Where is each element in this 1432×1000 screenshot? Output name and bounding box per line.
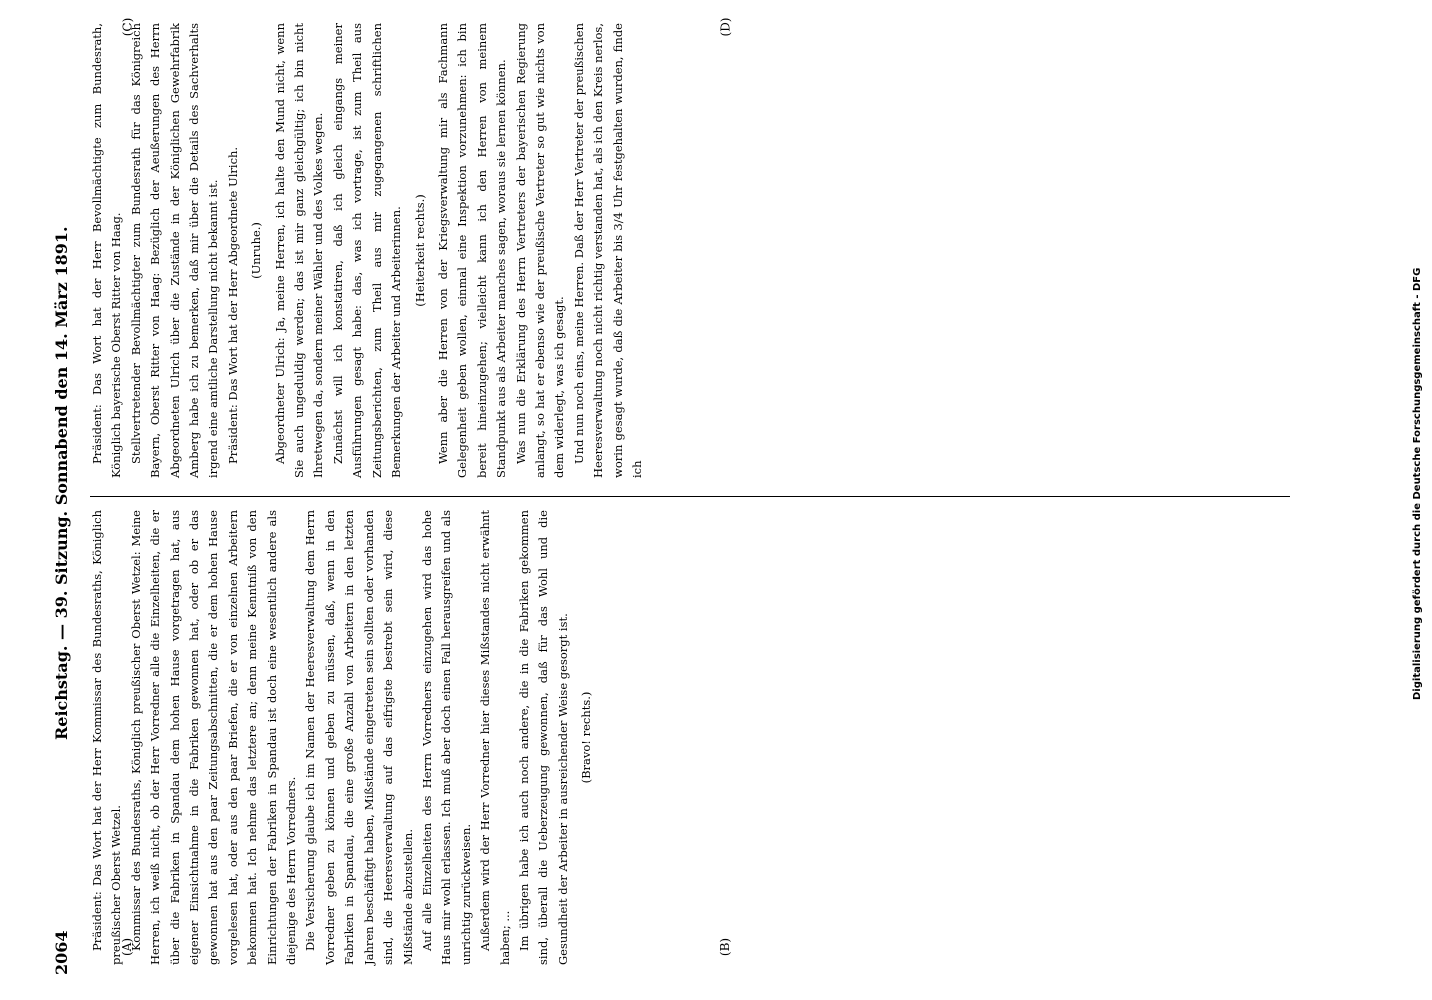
margin-letter-d: (D) — [718, 17, 733, 37]
left-paragraph: Auf alle Einzelheiten des Herrn Vorredners einzugehen wird das hohe Haus mir wohl erlassen. Ich muß aber doch einen Fall herausgreifen und als unrichtig zurückweisen. — [419, 510, 473, 965]
margin-letter-b: (B) — [718, 937, 733, 957]
right-unruhe: (Unruhe.) — [249, 222, 264, 279]
dfg-sidebar-note: Digitalisierung gefördert durch die Deutsche Forschungsgemeinschaft - DFG — [1412, 267, 1423, 700]
right-paragraph: Stellvertretender Bevollmächtigter zum Bundesrath für das Königreich Bayern, Oberst Ritter von Haag: Bezüglich der Aeußerungen des Herrn Abgeordneten Ulrich über die Zustände in der Königlichen Gewehrfabrik Amberg habe ich zu bemerken, daß mir über die Details des Sachverhalts irgend eine amtliche Darstellung nicht bekannt ist. — [128, 23, 221, 478]
right-paragraph: Wenn aber die Herren von der Kriegsverwaltung mir als Fachmann Gelegenheit geben wollen, einmal eine Inspektion vorzunehmen: ich bin bereit hineinzugehen; vielleicht kann ich den Herren von meinem Standpunkt aus als Arbeiter manches sagen, woraus sie lernen können. — [435, 23, 509, 478]
margin-letter-c: (C) — [120, 17, 135, 37]
left-paragraph: Kommissar des Bundesraths, Königlich preußischer Oberst Wetzel: Meine Herren, ich weiß nicht, ob der Herr Vorredner alle die Einzelheiten, die er über die Fabriken in Spandau dem hohen Hause vorgetragen hat, aus eigener Einsichtnahme in die Fabriken gewonnen hat, oder ob er das gewonnen hat aus den paar Zeitungsabschnitten, die er dem hohen Hause vorgelesen hat, oder aus den paar Briefen, die er von einzelnen Arbeitern bekommen hat. Ich nehme das letztere an; denn meine Kenntniß von den Einrichtungen der Fabriken in Spandau ist doch eine wesentlich andere als diejenige des Herrn Vorredners. — [128, 510, 299, 965]
column-divider — [90, 496, 1290, 497]
right-paragraph: Präsident: Das Wort hat der Herr Bevollmächtigte zum Bundesrath, Königlich bayerische Oberst Ritter von Haag. — [90, 23, 124, 478]
left-closing: (Bravo! rechts.) — [579, 691, 594, 784]
left-paragraph: Im übrigen habe ich auch noch andere, die in die Fabriken gekommen sind, überall die Ueberzeugung gewonnen, daß für das Wohl und die Gesundheit der Arbeiter in ausreichender Weise gesorgt ist. — [516, 510, 570, 965]
left-paragraph: Präsident: Das Wort hat der Herr Kommissar des Bundesraths, Königlich preußischer Oberst Wetzel. — [90, 510, 124, 965]
margin-letter-a: (A) — [120, 937, 135, 957]
right-paragraph: Zunächst will ich konstatiren, daß ich gleich eingangs meiner Ausführungen gesagt habe: das, was ich vortrage, ist zum Theil aus Zeitungsberichten, zum Theil aus mir zugegangenen schriftlichen Bemerkungen der Arbeiter und Arbeiterinnen. — [330, 23, 404, 478]
left-paragraph: Außerdem wird der Herr Vorredner hier dieses Mißstandes nicht erwähnt haben; ... — [478, 510, 512, 965]
left-column — [88, 510, 1278, 965]
right-heiterkeit: (Heiterkeit rechts.) — [412, 194, 427, 307]
left-paragraph: Die Versicherung glaube ich im Namen der Heeresverwaltung dem Herrn Vorredner geben zu können und geben zu müssen, daß, wenn in den Fabriken in Spandau, die eine große Anzahl von Arbeitern in den letzten Jahren beschäftigt haben, Mißstände eingetreten sein sollten oder vorhanden sind, die Heeresverwaltung auf das eifrigste bestrebt sein wird, diese Mißstände abzustellen. — [303, 510, 415, 965]
right-paragraph: Abgeordneter Ulrich: Ja, meine Herren, ich halte den Mund nicht, wenn Sie auch ungeduldig werden; das ist mir ganz gleichgültig; ich bin nicht Ihretwegen da, sondern meiner Wähler und des Volkes wegen. — [272, 23, 326, 478]
right-paragraph: Präsident: Das Wort hat der Herr Abgeordnete Ulrich. — [225, 146, 240, 464]
page-header: Reichstag. — 39. Sitzung. Sonnabend den 14. März 1891. — [52, 226, 71, 740]
right-paragraph: Und nun noch eins, meine Herren. Daß der Herr Vertreter der preußischen Heeresverwaltung noch nicht richtig verstanden hat, als ich den Kreis nerlos, worin gesagt wurde, daß die Arbeiter bis 3/4 Uhr festgehalten wurden, finde ich — [571, 23, 644, 478]
right-column — [88, 23, 1278, 478]
right-paragraph: Was nun die Erklärung des Herrn Vertreters der bayerischen Regierung anlangt, so hat er ebenso wie der preußische Vertreter so gut wie nichts von dem widerlegt, was ich gesagt. — [513, 23, 567, 478]
page-number: 2064 — [52, 930, 71, 975]
